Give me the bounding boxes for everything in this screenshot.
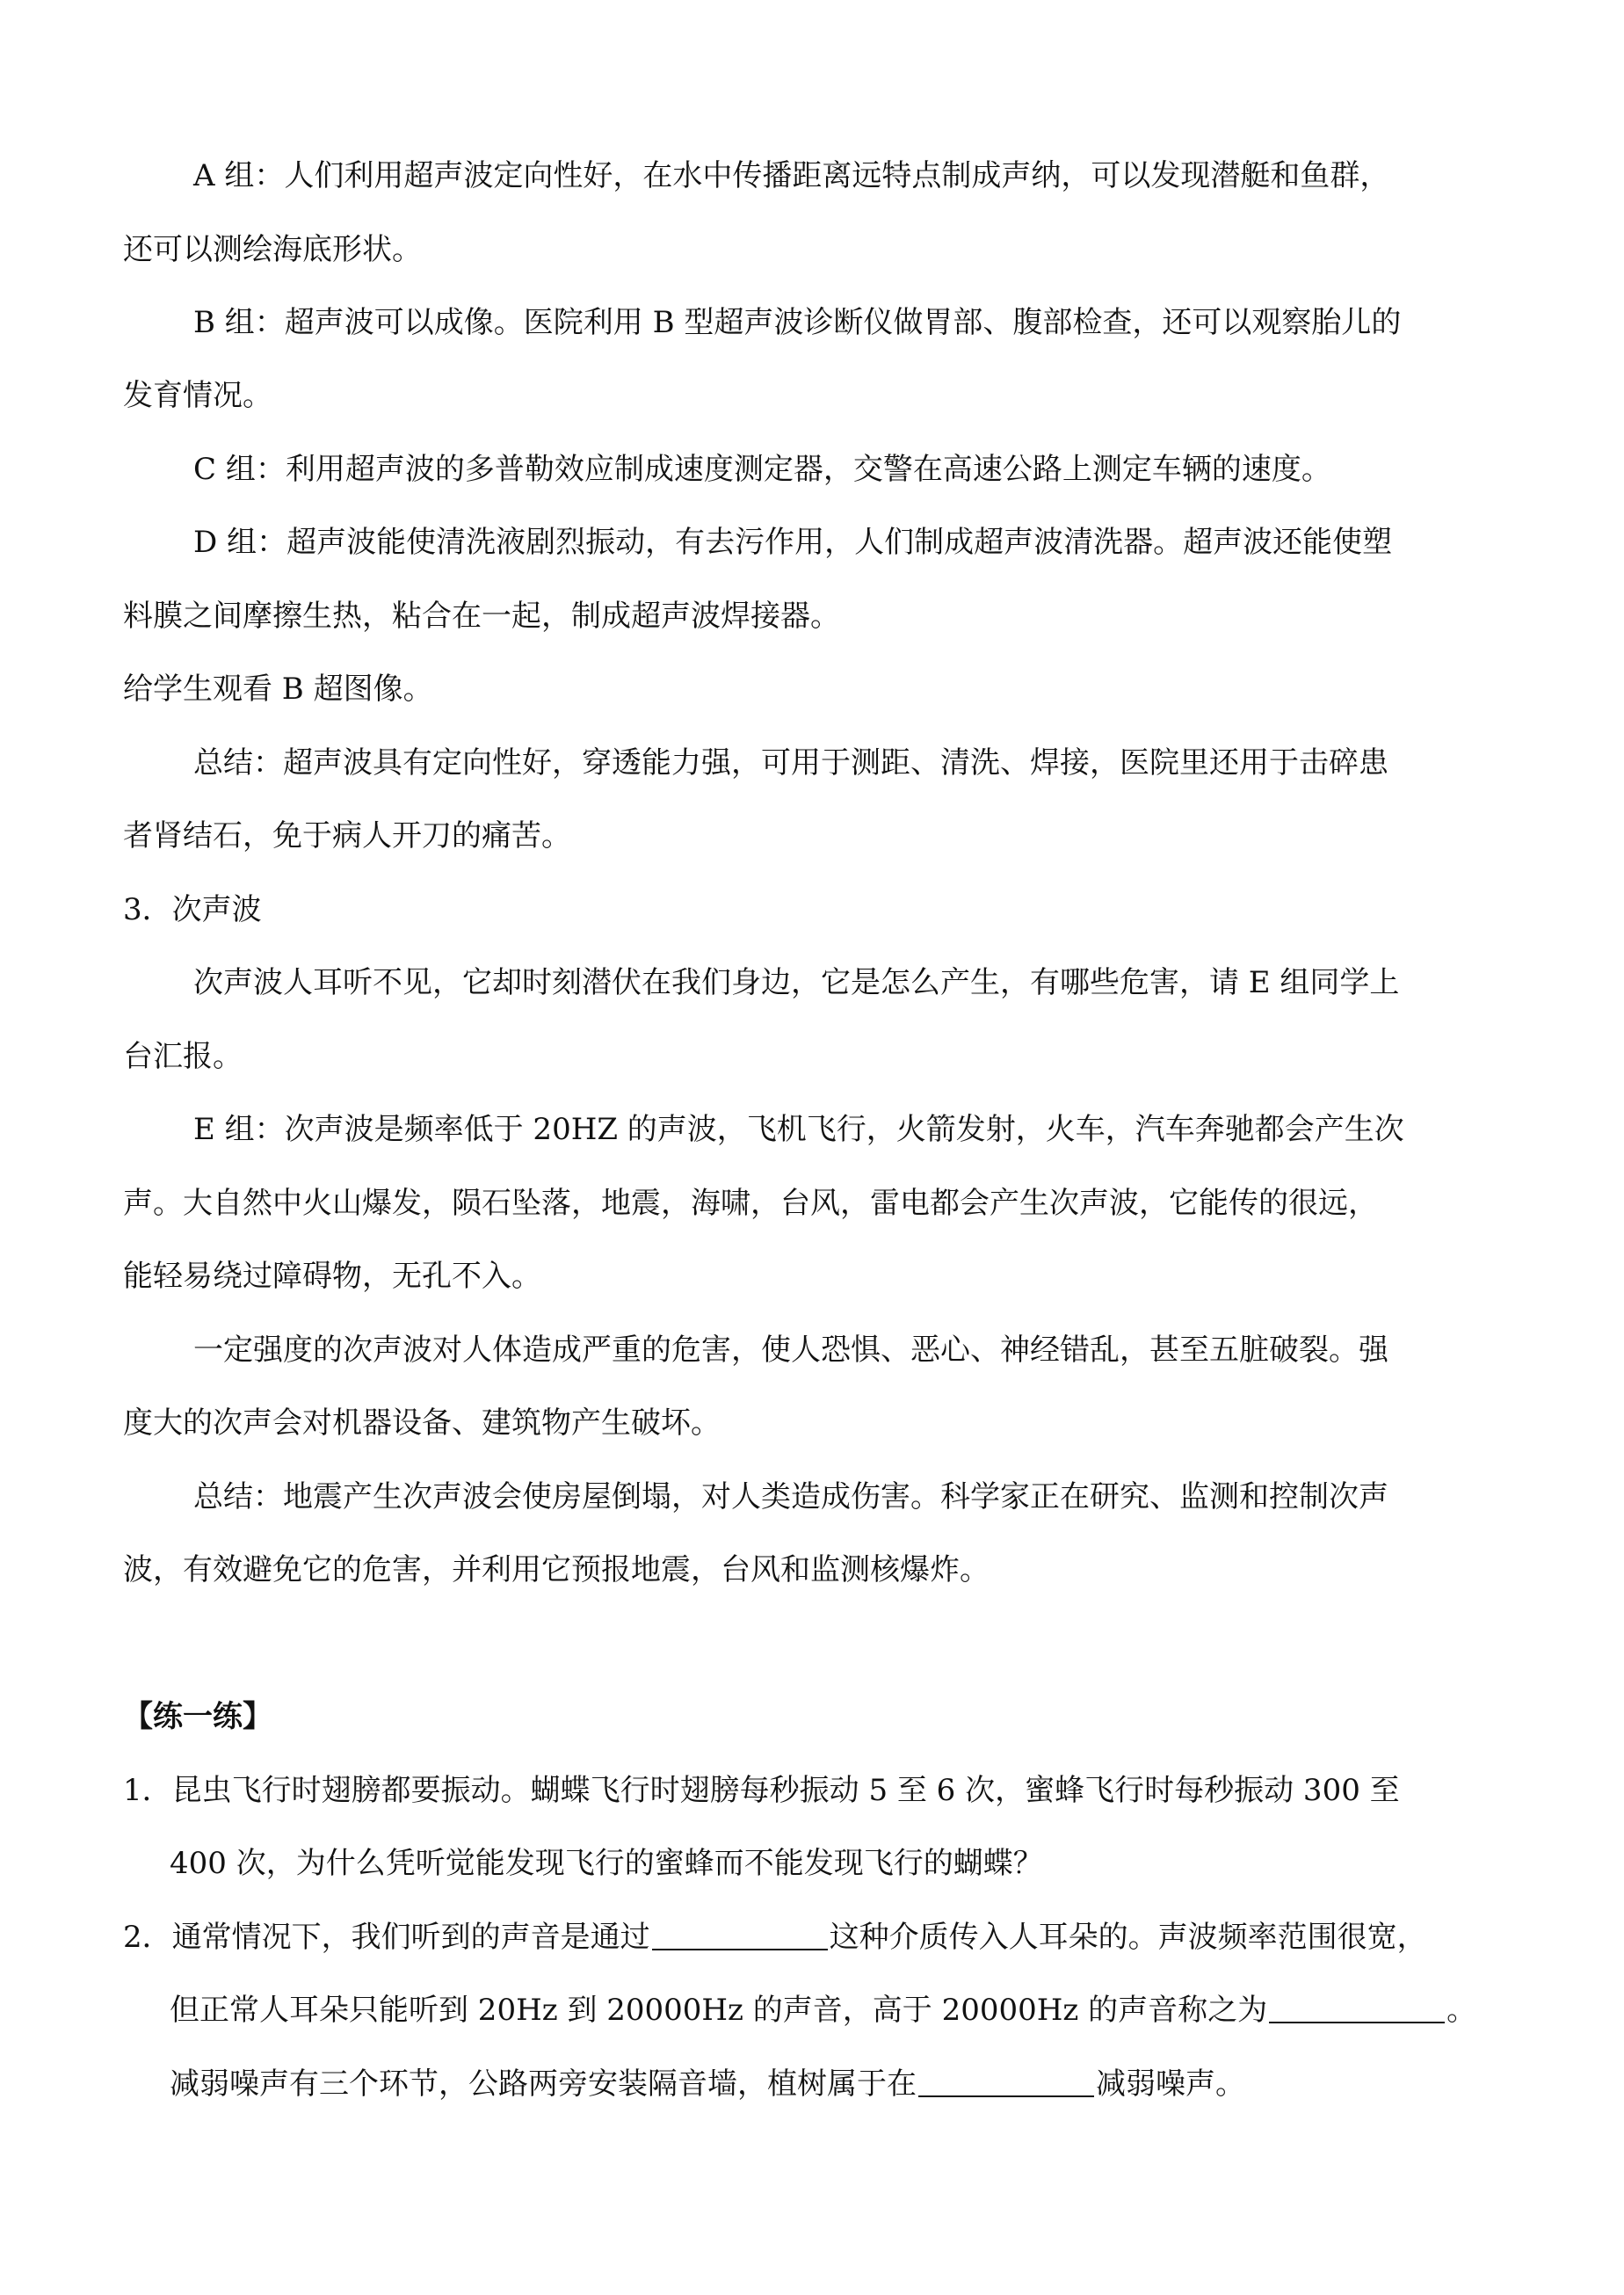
answer-blank-3[interactable] [918,2069,1094,2097]
question-1-line-1: 1．昆虫飞行时翅膀都要振动。蝴蝶飞行时翅膀每秒振动 5 至 6 次，蜜蜂飞行时每秒振动 300 至 [123,1773,1400,1808]
summary-infrasound-line-1: 总结：地震产生次声波会使房屋倒塌，对人类造成伤害。科学家正在研究、监测和控制次声 [193,1479,1388,1514]
b-group-line-2: 发育情况。 [123,378,272,413]
question-2-line-3-text-b: 减弱噪声。 [1096,2066,1245,2102]
harm-line-1: 一定强度的次声波对人体造成严重的危害，使人恐惧、恶心、神经错乱，甚至五脏破裂。强 [193,1333,1388,1368]
practice-heading: 【练一练】 [123,1699,272,1734]
a-group-line-1: A 组：人们利用超声波定向性好，在水中传播距离远特点制成声纳，可以发现潜艇和鱼群， [193,158,1390,193]
answer-blank-1[interactable] [652,1922,828,1950]
question-2-line-1 [123,1920,1427,1955]
question-1-line-2: 400 次，为什么凭听觉能发现飞行的蜜蜂而不能发现飞行的蝴蝶？ [170,1846,1043,1881]
question-2-line-1-text-a: 2．通常情况下，我们听到的声音是通过 [123,1920,650,1955]
e-group-line-1: E 组：次声波是频率低于 20HZ 的声波，飞机飞行，火箭发射，火车，汽车奔驰都会产生次 [193,1112,1404,1147]
question-2-line-1-text-b: 这种介质传入人耳朵的。声波频率范围很宽， [829,1920,1427,1955]
d-group-line-1: D 组：超声波能使清洗液剧烈振动，有去污作用，人们制成超声波清洗器。超声波还能使塑 [193,525,1393,560]
section-3-heading: 3．次声波 [123,892,262,927]
e-group-line-3: 能轻易绕过障碍物，无孔不入。 [123,1259,541,1294]
a-group-line-2: 还可以测绘海底形状。 [123,232,422,267]
question-2-line-2-text-b: 。 [1446,1993,1477,2028]
b-group-line-1: B 组：超声波可以成像。医院利用 B 型超声波诊断仪做胃部、腹部检查，还可以观察胎儿的 [193,305,1402,340]
infrasound-intro-line-1: 次声波人耳听不见，它却时刻潜伏在我们身边，它是怎么产生，有哪些危害，请 E 组同学上 [193,965,1400,1000]
question-2-line-2 [170,1993,1476,2028]
answer-blank-2[interactable] [1269,1995,1445,2023]
c-group-line-1: C 组：利用超声波的多普勒效应制成速度测定器，交警在高速公路上测定车辆的速度。 [193,452,1331,487]
b-image-note: 给学生观看 B 超图像。 [123,672,433,707]
summary-ultrasound-line-2: 者肾结石，免于病人开刀的痛苦。 [123,818,571,853]
e-group-line-2: 声。大自然中火山爆发，陨石坠落，地震，海啸，台风，雷电都会产生次声波，它能传的很远， [123,1186,1378,1221]
summary-infrasound-line-2: 波，有效避免它的危害，并利用它预报地震，台风和监测核爆炸。 [123,1552,990,1587]
harm-line-2: 度大的次声会对机器设备、建筑物产生破坏。 [123,1405,721,1441]
summary-ultrasound-line-1: 总结：超声波具有定向性好，穿透能力强，可用于测距、清洗、焊接，医院里还用于击碎患 [193,745,1388,781]
question-2-line-3 [170,2066,1245,2102]
d-group-line-2: 料膜之间摩擦生热，粘合在一起，制成超声波焊接器。 [123,599,840,634]
question-2-line-3-text-a: 减弱噪声有三个环节，公路两旁安装隔音墙，植树属于在 [170,2066,917,2102]
question-2-line-2-text-a: 但正常人耳朵只能听到 20Hz 到 20000Hz 的声音，高于 20000Hz 的声音称之为 [170,1993,1268,2028]
infrasound-intro-line-2: 台汇报。 [123,1039,243,1074]
